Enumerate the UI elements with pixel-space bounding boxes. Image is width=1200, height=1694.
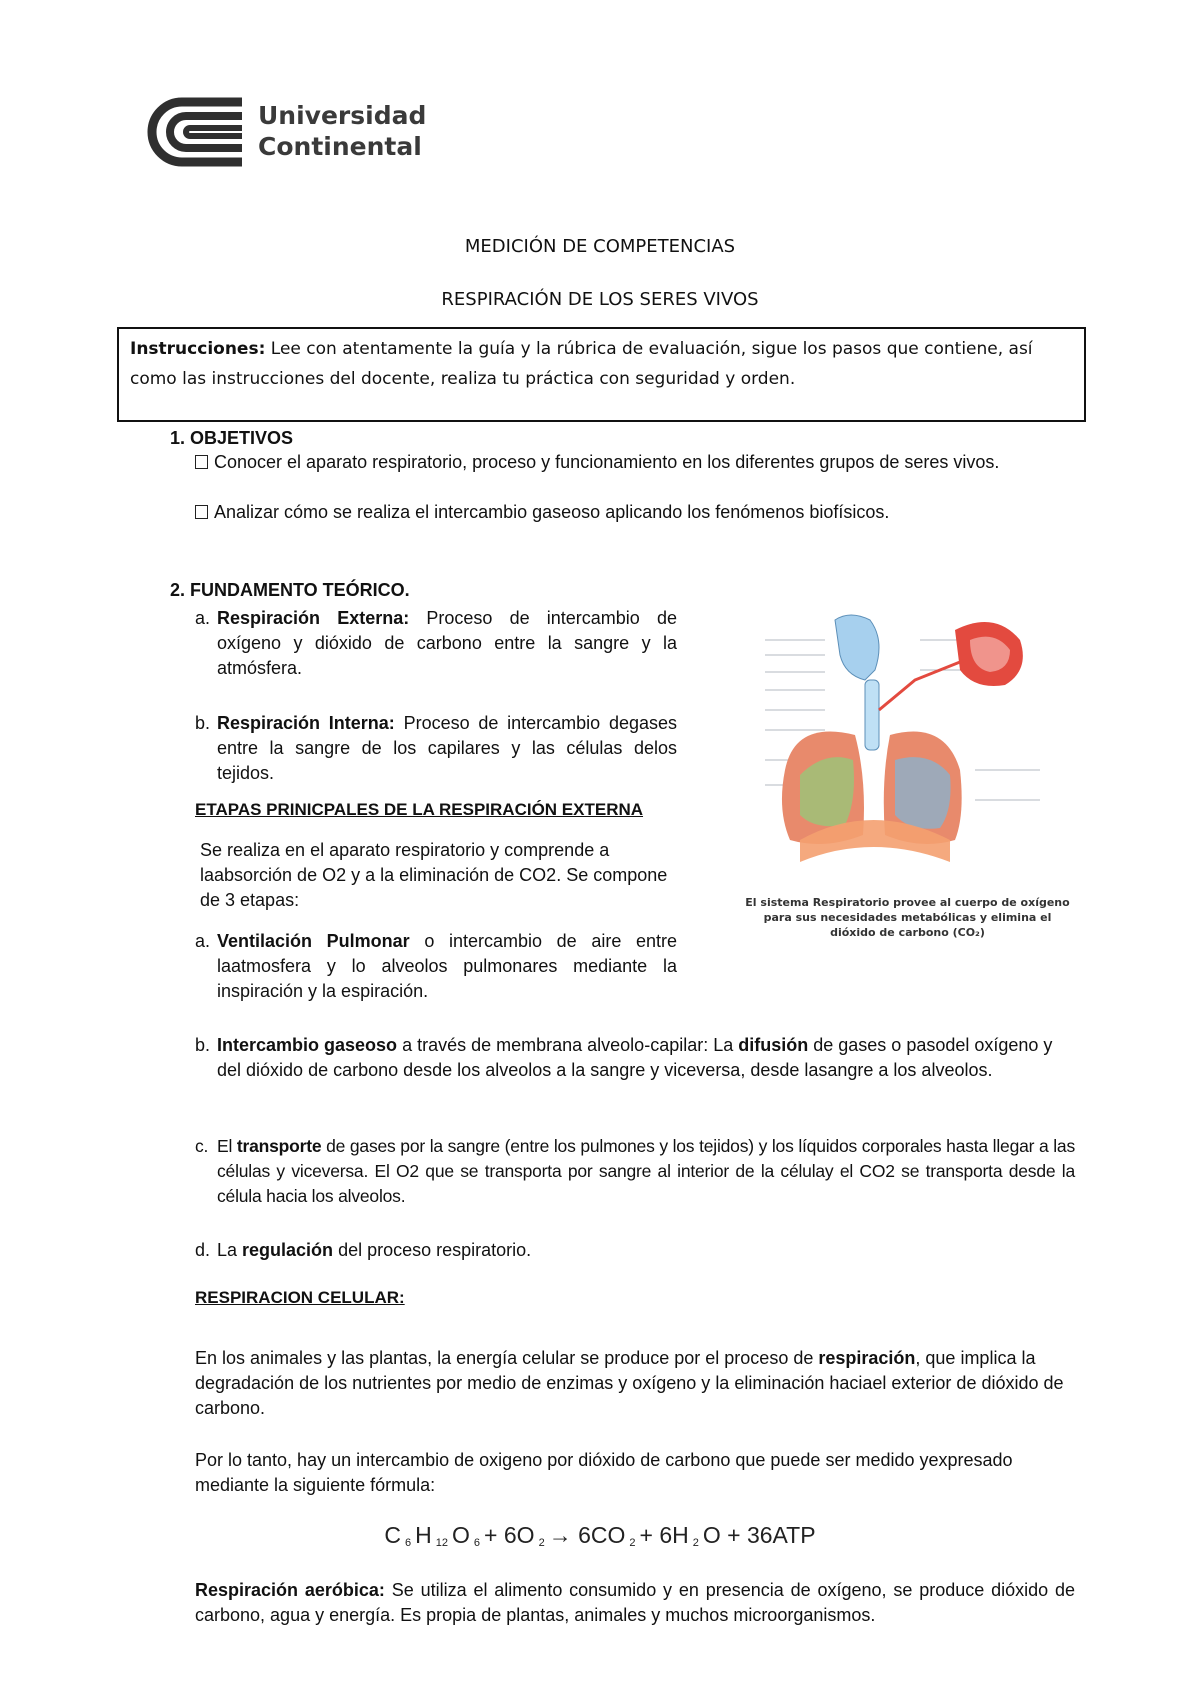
definition: de gases o pasodel oxígeno y del dióxido de carbono desde los alveolos a la sangre y viceversa, desde lasangre a los alveolos. (217, 1035, 1053, 1080)
term: respiración (818, 1348, 916, 1368)
definition: o intercambio de aire entre laatmosfera y lo alveolos pulmonares mediante la inspiración y la espiración. (217, 931, 677, 1001)
definition: La (217, 1240, 243, 1260)
objective-text: Analizar cómo se realiza el intercambio gaseoso aplicando los fenómenos biofísicos. (214, 502, 890, 522)
formula-part: C (384, 1522, 402, 1548)
cellular-heading: RESPIRACION CELULAR: (195, 1288, 405, 1307)
list-marker: b. (195, 1035, 211, 1055)
definition: de gases por la sangre (entre los pulmones y los tejidos) y los líquidos corporales hasta llegar a las células y viceversa. El O2 que se transporta por sangre al interior de la célulay el CO2 se transporta desde la célula hacia los alveolos. (217, 1136, 1075, 1206)
objective-item (195, 450, 1095, 475)
paragraph-text: , que implica la degradación de los nutrientes por medio de enzimas y oxígeno y la eliminación haciael exterior de dióxido de carbono. (195, 1348, 1064, 1418)
formula-subscript: 2 (629, 1537, 636, 1549)
logo-line-2: Continental (258, 132, 422, 161)
checkbox-bullet-icon (195, 455, 208, 469)
formula-part: O (452, 1522, 470, 1548)
definition: del proceso respiratorio. (333, 1240, 532, 1260)
list-marker: a. (195, 608, 211, 628)
term: regulación (242, 1240, 334, 1260)
document-subtitle: RESPIRACIÓN DE LOS SERES VIVOS (441, 289, 759, 310)
stage-item-d (195, 1238, 1075, 1263)
formula-subscript: 6 (405, 1537, 412, 1549)
paragraph-text: Se utiliza el alimento consumido y en presencia de oxígeno, se produce dióxido de carbono, agua y energía. Es propia de plantas, animales y muchos microorganismos. (195, 1580, 1075, 1625)
formula-part: → 6CO (548, 1522, 626, 1548)
cellular-paragraph-1 (195, 1346, 1075, 1421)
theory-item-b (195, 711, 677, 786)
list-marker: c. (195, 1136, 209, 1156)
objectives-heading: 1. OBJETIVOS (170, 428, 294, 448)
term: Intercambio gaseoso (217, 1035, 398, 1055)
theory-item-a (195, 606, 677, 681)
cellular-paragraph-2: Por lo tanto, hay un intercambio de oxigeno por dióxido de carbono que puede ser medido yexpresado mediante la siguiente fórmula: (195, 1450, 1013, 1495)
definition: a través de membrana alveolo-capilar: La (397, 1035, 739, 1055)
term: Respiración Interna: (217, 713, 395, 733)
term: Respiración aeróbica: (195, 1580, 385, 1600)
formula-part: H (415, 1522, 432, 1548)
formula-part: O + 36ATP (702, 1522, 816, 1548)
formula-subscript: 2 (538, 1537, 545, 1549)
objective-item (195, 500, 1095, 525)
formula-part: + 6H (639, 1522, 689, 1548)
stage-item-c (195, 1134, 1075, 1209)
definition: Proceso de intercambio degases entre la sangre de los capilares y las células delos tejidos. (217, 713, 678, 783)
formula-subscript: 12 (435, 1537, 449, 1549)
objective-text: Conocer el aparato respiratorio, proceso y funcionamiento en los diferentes grupos de seres vivos. (214, 452, 1000, 472)
chemical-formula (0, 1522, 1200, 1549)
term: Respiración Externa: (217, 608, 410, 628)
term: transporte (236, 1136, 322, 1156)
list-marker: a. (195, 931, 211, 951)
stage-item-a (195, 929, 677, 1004)
stages-intro: Se realiza en el aparato respiratorio y comprende a laabsorción de O2 y a la eliminación de CO2. Se compone de 3 etapas: (200, 840, 668, 910)
instructions-body: Lee con atentamente la guía y la rúbrica de evaluación, sigue los pasos que contiene, así como las instrucciones del docente, realiza tu práctica con seguridad y orden. (130, 339, 1033, 389)
paragraph-text: En los animales y las plantas, la energía celular se produce por el proceso de (195, 1348, 819, 1368)
stages-heading: ETAPAS PRINICPALES DE LA RESPIRACIÓN EXTERNA (195, 800, 644, 819)
stage-item-b (195, 1033, 1075, 1083)
definition: Proceso de intercambio de oxígeno y dióxido de carbono entre la sangre y la atmósfera. (217, 608, 678, 678)
instructions-label: Instrucciones: (130, 339, 266, 359)
list-marker: b. (195, 713, 211, 733)
figure-caption: El sistema Respiratorio provee al cuerpo de oxígeno para sus necesidades metabólicas y elimina el dióxido de carbono (CO₂) (745, 896, 1070, 939)
formula-subscript: 2 (692, 1537, 699, 1549)
definition: El (217, 1136, 237, 1156)
document-title: MEDICIÓN DE COMPETENCIAS (464, 236, 736, 257)
instructions-text (130, 334, 1080, 394)
logo-wordmark (258, 100, 426, 162)
respiratory-system-diagram-icon (755, 600, 1060, 885)
logo-line-1: Universidad (258, 101, 427, 130)
theory-heading: 2. FUNDAMENTO TEÓRICO. (170, 580, 410, 600)
formula-part: + 6O (484, 1522, 535, 1548)
list-marker: d. (195, 1240, 211, 1260)
term: difusión (738, 1035, 809, 1055)
term: Ventilación Pulmonar (217, 931, 410, 951)
aerobic-paragraph (195, 1578, 1075, 1628)
checkbox-bullet-icon (195, 505, 208, 519)
formula-subscript: 6 (473, 1537, 481, 1549)
